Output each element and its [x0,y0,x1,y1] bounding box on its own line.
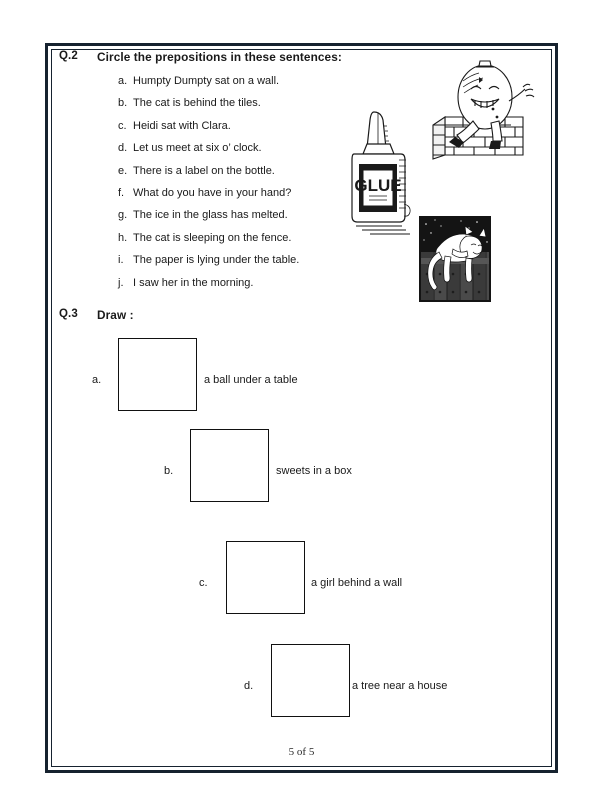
sentence-letter: a. [118,75,128,87]
page-inner-border [51,49,552,767]
sentence-letter: b. [118,97,128,110]
sentence-text: Let us meet at six o’ clock. [133,142,262,155]
sentence-text: What do you have in your hand? [133,186,292,199]
question-3-label: Q.3 [59,308,78,320]
sentence-letter: e. [118,164,128,177]
draw-answer-box[interactable] [271,644,350,717]
draw-item-caption: a tree near a house [352,680,448,692]
question-2-title: Circle the prepositions in these sentences: [97,50,342,64]
draw-answer-box[interactable] [118,338,197,411]
sentence-text: There is a label on the bottle. [133,164,275,177]
sentence-row [52,187,551,209]
sentence-letter: i. [118,254,124,267]
sentence-letter: f. [118,186,125,199]
sentence-letter: d. [118,142,128,155]
draw-item-letter: d. [244,680,254,692]
sentence-letter: c. [118,119,127,132]
draw-item [52,338,551,424]
page-content [52,50,551,766]
draw-item-caption: a ball under a table [204,374,298,386]
draw-item-caption: a girl behind a wall [311,577,403,589]
glue-label-text: GLUE [354,176,402,195]
glue-bottle-image [340,108,418,240]
sentence-row [52,165,551,187]
draw-item-letter: b. [164,465,174,477]
draw-answer-box[interactable] [190,429,269,502]
draw-item-letter: c. [199,577,208,589]
sentence-letter: j. [118,276,124,289]
cat-sleeping-on-fence-image [419,216,491,302]
draw-item [52,429,551,515]
question-3-block [52,308,551,692]
draw-item-letter: a. [92,374,102,386]
draw-item-caption: sweets in a box [276,465,352,477]
draw-answer-box[interactable] [226,541,305,614]
sentence-text: The ice in the glass has melted. [133,209,288,222]
page-footer: 5 of 5 [288,746,315,758]
question-3-title: Draw : [97,308,134,322]
sentence-letter: g. [118,209,128,222]
sentence-text: Heidi sat with Clara. [133,119,231,132]
sentence-letter: h. [118,231,128,244]
sentence-text: The paper is lying under the table. [133,254,300,267]
sentence-text: The cat is sleeping on the fence. [133,231,292,244]
sentence-text: I saw her in the morning. [133,276,254,289]
question-2-label: Q.2 [59,50,78,62]
worksheet-page [45,43,558,773]
sentence-text: The cat is behind the tiles. [133,97,261,110]
humpty-dumpty-on-wall-image [427,59,541,161]
draw-item [52,644,551,730]
sentence-text: Humpty Dumpty sat on a wall. [133,75,280,87]
draw-item [52,541,551,627]
draw-items-list [52,308,551,738]
